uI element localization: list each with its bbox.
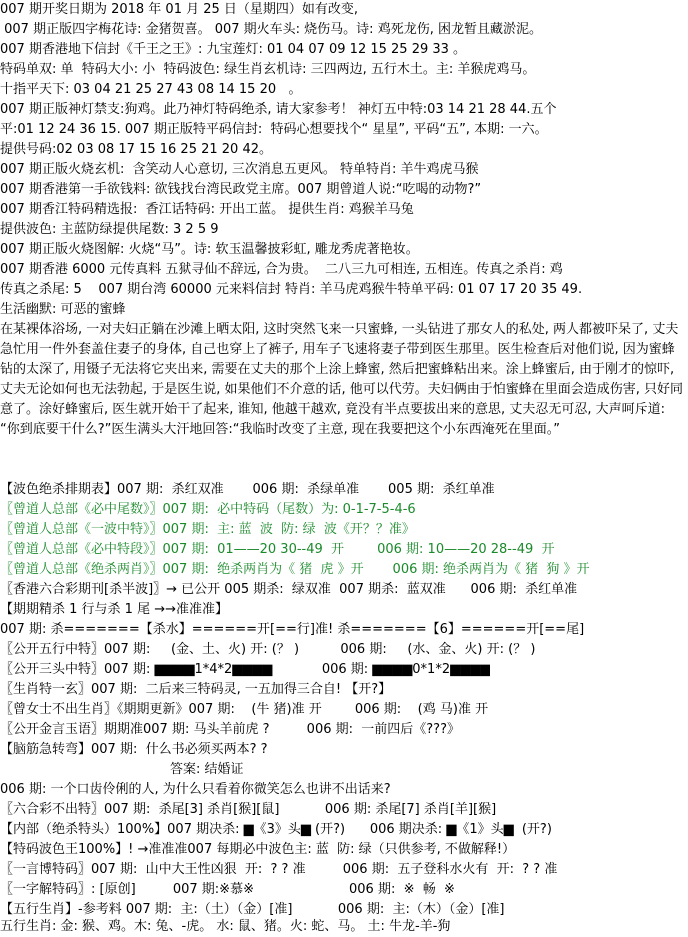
kill-head-line: 【内部（绝杀特头）100%】007 期决杀: ▆《3》头▆ (开?) 006 期决杀: ▆《1》头▆ (开?) <box>0 822 552 837</box>
god-lamp-line: 007 期正版神灯禁支:狗鸡。此乃神灯特码绝杀, 请大家参考！ 神灯五中特:03 14 21 28 44.五个 <box>0 102 557 117</box>
five-zodiac-line: 【五行生肖】-参考料 007 期: 主:（土）（金）[准] 006 期: 主:（木）（金）[准] <box>0 902 505 917</box>
riddle-line: 【脑筋急转弯】007 期: 什么书必须买两本? ? <box>0 742 268 757</box>
kill-water-line: 007 期: 杀=======【杀水】======开[==行]准! 杀=======【6】======开[==尾] <box>0 622 585 637</box>
one-wave-line: 〖曾道人总部《一波中特》〗007 期: 主: 蓝 波 防: 绿 波《开？？准》 <box>0 522 415 537</box>
five-zodiac-legend: 五行生肖: 金: 猴、鸡。木: 兔、-虎。 水: 鼠、猪。火: 蛇、马。 土: 牛龙-羊-狗 <box>0 919 451 934</box>
five-element-line: 〖公开五行中特〗007 期: (金、土、火) 开: (？ ) 006 期: (水、金、火) 开: (？ ) <box>0 642 536 657</box>
fire-mystery-line: 007 期正版火烧玄机: 含笑动人心意切, 三次消息五更风。 特单特肖: 羊牛鸡虎马猴 <box>0 162 479 177</box>
must-range-line: 〖曾道人总部《必中特段》〗007 期: 01——20 30--49 开 006 期: 10——20 28--49 开 <box>0 542 555 557</box>
kill-two-zodiac-line: 〖曾道人总部《绝杀两肖》〗007 期: 绝杀两肖为《 猪 虎 》开 006 期: 绝杀两肖为《 猪 狗 》开 <box>0 562 590 577</box>
fax-6000-line: 007 期香港 6000 元传真料 五狱寻仙不辞远, 合为贵。 二八三九可相连, 五相连。传真之杀肖: 鸡 <box>0 262 563 277</box>
must-tail-line: 〖曾道人总部《必中尾数》〗007 期: 必中特码（尾数）为: 0-1-7-5-4-6 <box>0 502 416 517</box>
hk-envelope-line: 007 期香港地下信封《千王之王》: 九宝莲灯: 01 04 07 09 12 15 25 29 33 。 <box>0 42 467 57</box>
ms-zodiac-line: 〖曾女士不出生肖〗《期期更新》007 期: (牛 猪)准 开 006 期: (鸡 马)准 开 <box>0 702 489 717</box>
one-word-line: 〖一言博特码〗007 期: 山中大王性凶狠 开: ? ? 准 006 期: 五子登科水火有 开: ? ? 准 <box>0 862 558 877</box>
open-date-line: 007 期开奖日期为 2018 年 01 月 25 日（星期四）如有改变, <box>0 2 359 17</box>
hk-half-wave-line: 〖香港六合彩期刊[杀半波]〗→ 已公开 005 期杀: 绿双准 007 期杀: 蓝双准 006 期: 杀红单准 <box>0 582 578 597</box>
xiangjiang-line: 007 期香江特码精选报: 香江话特码: 开出工蓝。 提供生肖: 鸡猴羊马兔 <box>0 202 414 217</box>
three-head-line: 〖公开三头中特〗007 期: ▆▆▆▆1*4*2▆▆▆▆ 006 期: ▆▆▆▆0*1*2▆▆▆▆ <box>0 662 491 677</box>
hk-first-hand-line: 007 期香港第一手欲钱料: 欲钱找台湾民政党主席。007 期曾道人说:“吃喝的动物?” <box>0 182 482 197</box>
kill-line-title: 【期期精杀 1 行与杀 1 尾 →→准准准】 <box>0 602 228 617</box>
humor-title: 生活幽默: 可恶的蜜蜂 <box>0 302 126 317</box>
wave-king-line: 【特码波色王100%】! →准准准007 每期必中波色主: 蓝 防: 绿（只供参考, 不做解释!） <box>0 842 516 857</box>
fax-kill-tail-line: 传真之杀尾: 5 007 期台湾 60000 元来料信封 特肖: 羊马虎鸡猴牛特单平码: 01 07 17 20 35 49. <box>0 282 583 297</box>
riddle-answer: 答案: 结婚证 <box>170 762 244 777</box>
riddle-006-line: 006 期: 一个口齿伶俐的人, 为什么只看着你微笑怎么也讲不出话来? <box>0 782 391 797</box>
plum-poem-line: 007 期正版四字梅花诗: 金猪贺喜。 007 期火车头: 烧伤马。诗: 鸡死龙伤, 困龙暂且藏淤泥。 <box>0 22 542 37</box>
zodiac-mystery-line: 〖生肖特一玄〗007 期: 二后来三特码灵, 一五加得三合自! 【开?】 <box>0 682 392 697</box>
humor-story: 在某裸体浴场, 一对夫妇正躺在沙滩上晒太阳, 这时突然飞来一只蜜蜂, 一头钻进了那女人的私处, 两人都被吓呆了, 丈夫急忙用一件外套盖住妻子的身体, 自己也穿上了裤子, 用车子飞速将妻子带到医生那里。医生检查后对他们说, 因为蜜蜂钻的太深了, 用镊子无法将它夹出来, 需要在丈夫的那个上涂上蜂蜜, 然后把蜜蜂粘出来。涂上蜂蜜后, 由于刚才的惊吓, 丈夫无论如何也无法勃起, 于是医生说, 如果他们不介意的话, 他可以代劳。夫妇俩由于怕蜜蜂在里面会造成伤害, 只好同意了。涂好蜂蜜后, 医生就开始干了起来, 谁知, 他越干越欢, 竟没有半点要拔出来的意思, 丈夫忍无可忍, 大声呵斥道: “你到底要干什么?”医生满头大汗地回答:“我临时改变了主意, 现在我要把这个小东西淹死在里面。” <box>0 322 684 437</box>
provided-numbers-line: 提供号码:02 03 08 17 15 16 25 21 20 42。 <box>0 142 272 157</box>
no-special-line: 〖六合彩不出特〗007 期: 杀尾[3] 杀肖[猴][鼠] 006 期: 杀尾[7] 杀肖[羊][猴] <box>0 802 497 817</box>
one-char-line: 〖一字解特码〗: [原创] 007 期:※慕※ 006 期: ※ 畅 ※ <box>0 882 455 897</box>
ten-fingers-line: 十指平天下: 03 04 21 25 27 43 08 14 15 20 。 <box>0 82 302 97</box>
wave-color-line: 提供波色: 主蓝防绿提供尾数: 3 2 5 9 <box>0 222 219 237</box>
flat-code-line: 平:01 12 24 36 15. 007 期正版特平码信封: 特码心想要找个“ 星星”, 平码“五”, 本期: 一六。 <box>0 122 548 137</box>
wave-kill-table: 【波色绝杀排期表】007 期: 杀红双准 006 期: 杀绿单准 005 期: 杀红单准 <box>0 482 495 497</box>
golden-words-line: 〖公开金言玉语〗期期准007 期: 马头羊前虎 ? 006 期: 一前四后《???》 <box>0 722 460 737</box>
fire-diagram-line: 007 期正版火烧图解: 火烧“马”。诗: 软玉温馨披彩虹, 雕龙秀虎著艳妆。 <box>0 242 419 257</box>
special-odd-line: 特码单双: 单 特码大小: 小 特码波色: 绿生肖玄机诗: 三四两边, 五行木土。主: 羊猴虎鸡马。 <box>0 62 536 77</box>
